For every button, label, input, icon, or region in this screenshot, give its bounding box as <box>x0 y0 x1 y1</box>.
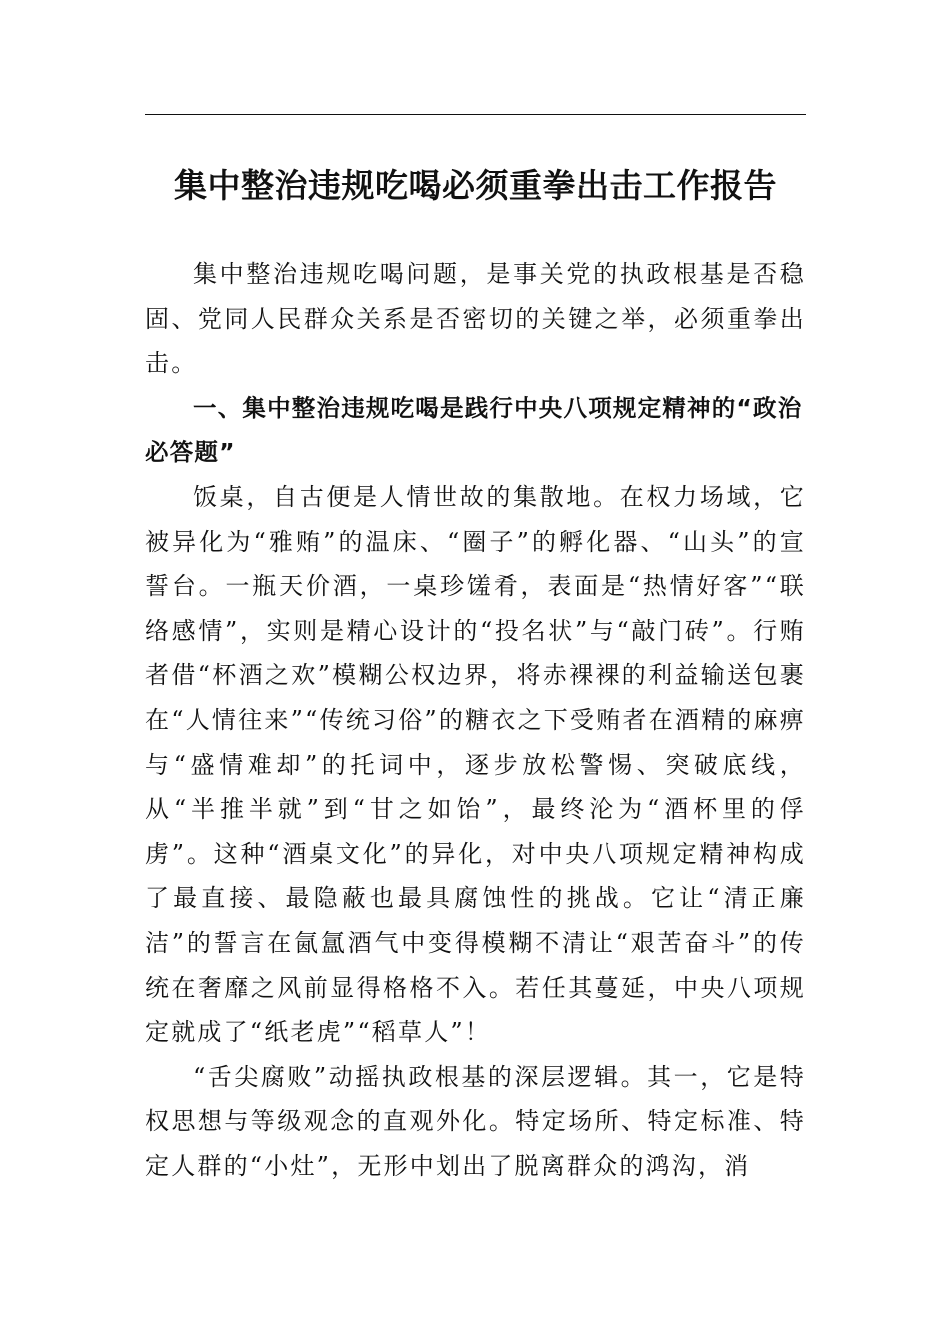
section-heading: 一、集中整治违规吃喝是践行中央八项规定精神的“政治必答题” <box>145 393 803 467</box>
header-rule <box>145 114 806 115</box>
body-paragraph: 饭桌，自古便是人情世故的集散地。在权力场域，它被异化为“雅贿”的温床、“圈子”的孵化器、“山头”的宣誓台。一瓶天价酒，一桌珍馐肴，表面是“热情好客”“联络感情”，实则是精心设计的“投名状”与“敲门砖”。行贿者借“杯酒之欢”模糊公权边界，将赤裸裸的利益输送包裹在“人情往来”“传统习俗”的糖衣之下受贿者在酒精的麻痹与“盛情难却”的托词中，逐步放松警惕、突破底线，从“半推半就”到“甘之如饴”，最终沦为“酒杯里的俘虏”。这种“酒桌文化”的异化，对中央八项规定精神构成了最直接、最隐蔽也最具腐蚀性的挑战。它让“清正廉洁”的誓言在氤氲酒气中变得模糊不清让“艰苦奋斗”的传统在奢靡之风前显得格格不入。若任其蔓延，中央八项规定就成了“纸老虎”“稻草人”！ <box>145 482 806 1047</box>
document-body <box>145 252 806 1188</box>
body-paragraph: “舌尖腐败”动摇执政根基的深层逻辑。其一，它是特权思想与等级观念的直观外化。特定场所、特定标准、特定人群的“小灶”，无形中划出了脱离群众的鸿沟，消 <box>145 1062 806 1180</box>
document-title: 集中整治违规吃喝必须重拳出击工作报告 <box>174 166 777 205</box>
intro-paragraph: 集中整治违规吃喝问题，是事关党的执政根基是否稳固、党同人民群众关系是否密切的关键之举，必须重拳出击。 <box>145 260 806 378</box>
